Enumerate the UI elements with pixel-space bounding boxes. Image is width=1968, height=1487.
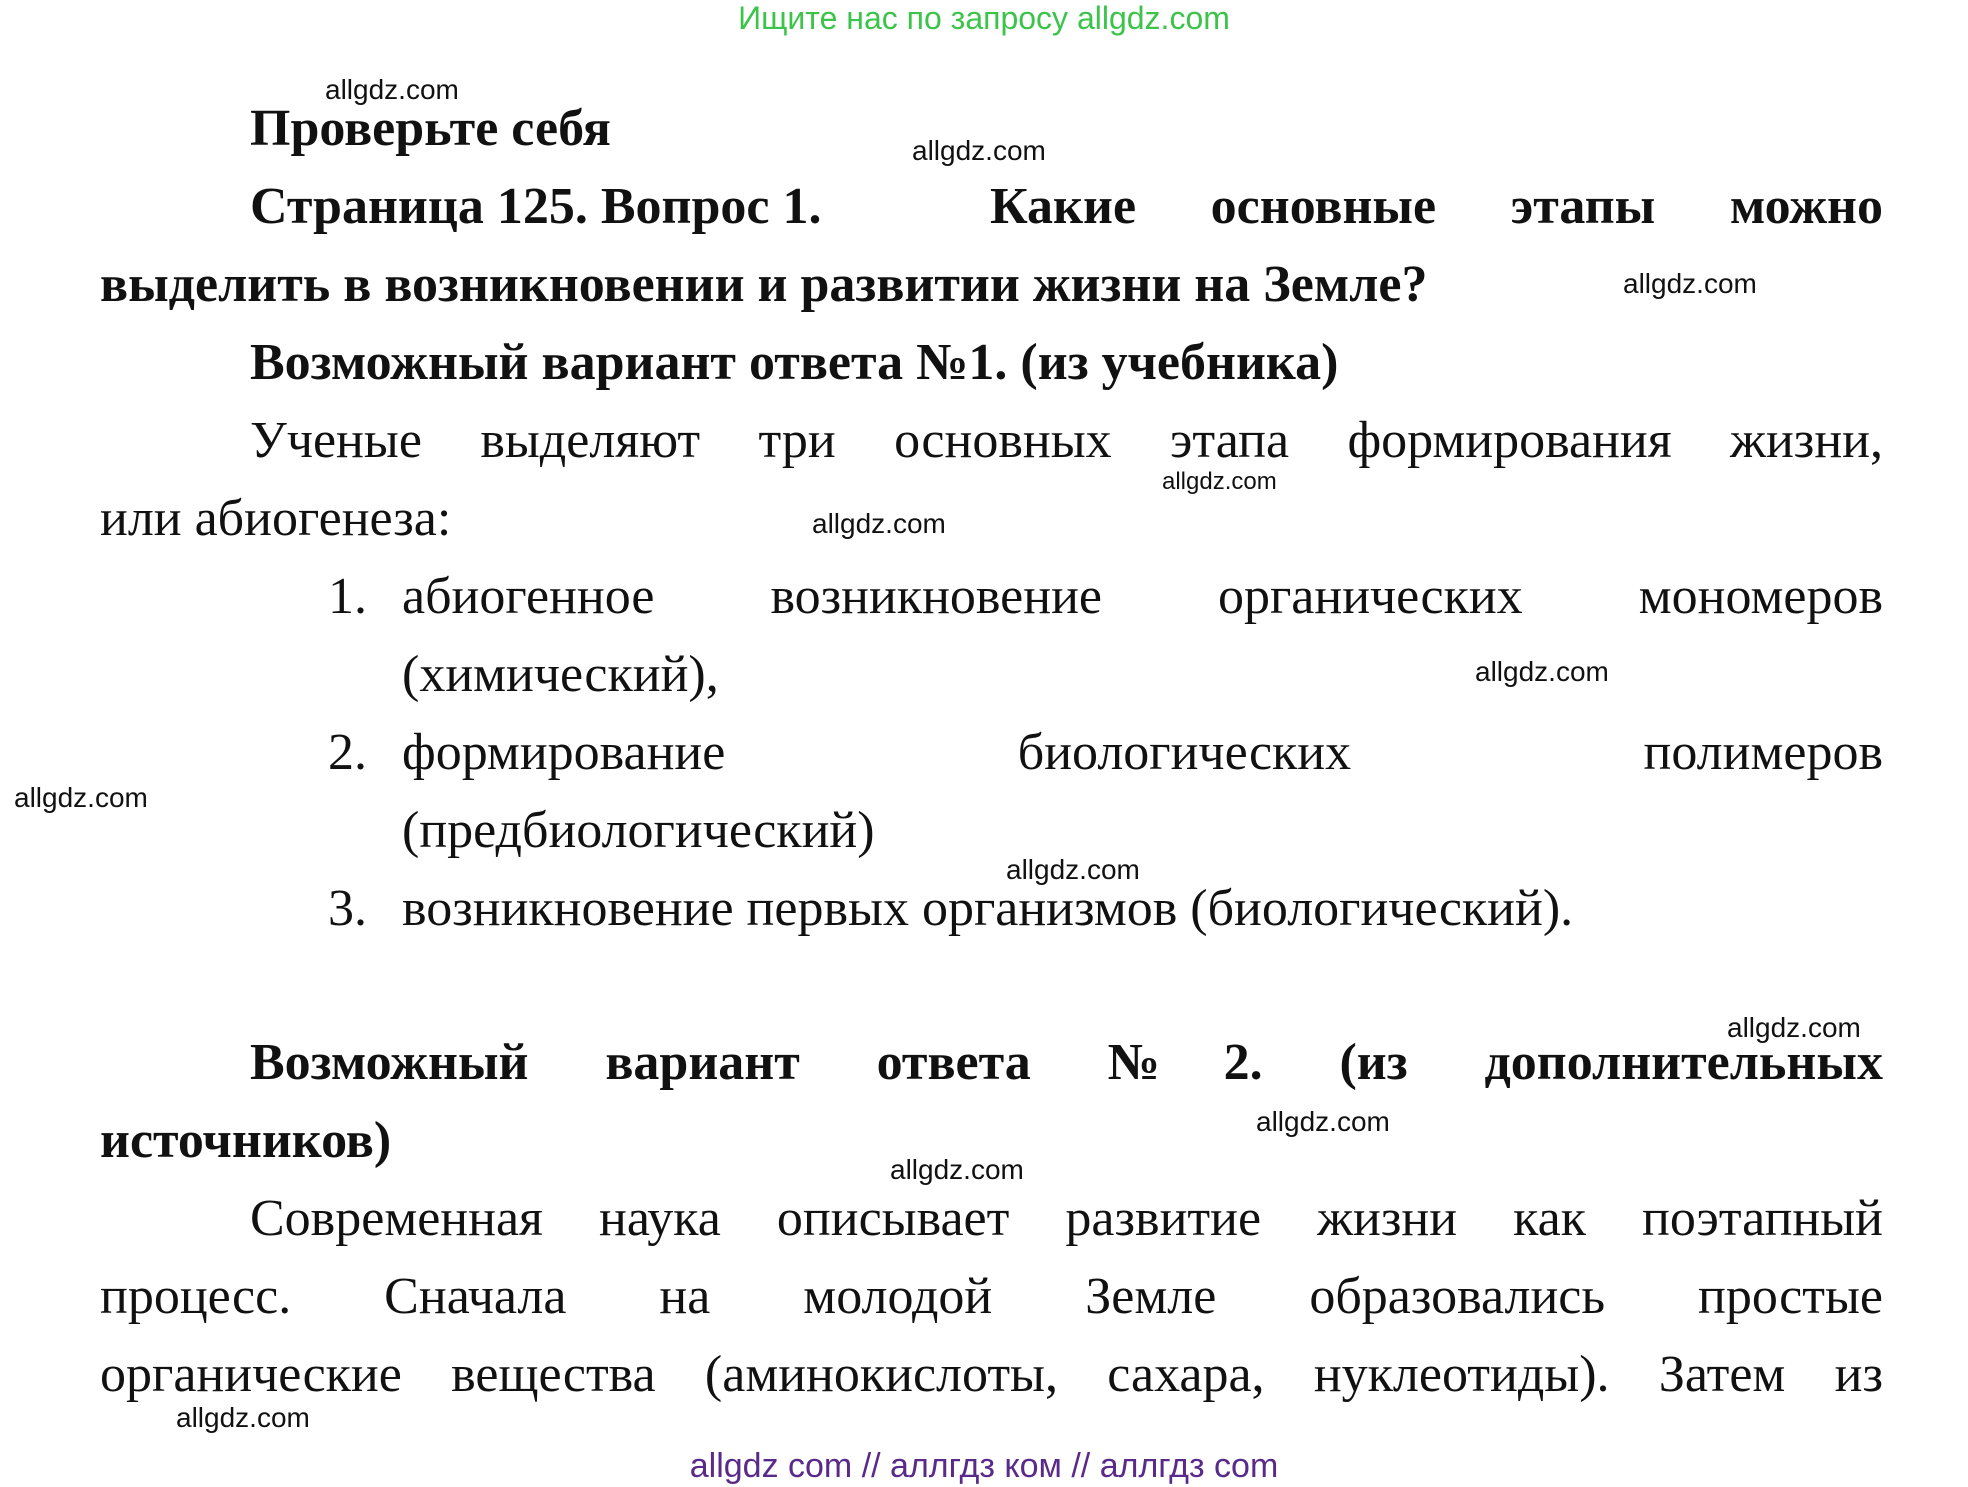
- list-item-1-line2: (химический),: [402, 646, 719, 703]
- watermark: allgdz.com: [1006, 854, 1140, 885]
- watermark: allgdz.com: [890, 1154, 1024, 1185]
- section-heading: Проверьте себя: [250, 100, 611, 157]
- top-banner: Ищите нас по запросу allgdz.com: [738, 0, 1230, 36]
- answer2-text-line1: Современная наука описывает развитие жизни как поэтапный: [250, 1190, 1883, 1247]
- list-number: 3.: [328, 880, 367, 937]
- question-line1-rest: Какие основные этапы можно: [990, 178, 1883, 235]
- answer2-title-line1: Возможный вариант ответа №2. (из дополнительных: [250, 1034, 1883, 1091]
- list-number: 2.: [328, 724, 367, 781]
- list-item-3-line1: возникновение первых организмов (биологический).: [402, 880, 1574, 937]
- watermark: allgdz.com: [325, 74, 459, 105]
- watermark: allgdz.com: [1256, 1106, 1390, 1137]
- list-item-1-line1: абиогенное возникновение органических мономеров: [402, 568, 1883, 625]
- watermark: allgdz.com: [1727, 1012, 1861, 1043]
- watermark: allgdz.com: [812, 508, 946, 539]
- answer1-intro-line2: или абиогенеза:: [100, 490, 452, 547]
- bottom-banner: allgdz com // аллгдз ком // аллгдз com: [689, 1447, 1279, 1485]
- answer2-text-line2: процесс. Сначала на молодой Земле образовались простые: [100, 1268, 1883, 1325]
- answer2-title-line2: источников): [100, 1112, 392, 1169]
- watermark: allgdz.com: [1162, 468, 1277, 495]
- answer1-intro-line1: Ученые выделяют три основных этапа формирования жизни,: [250, 412, 1883, 469]
- question-label: Страница 125. Вопрос 1.: [250, 178, 822, 235]
- list-item-2-line1: формирование биологических полимеров: [402, 724, 1883, 781]
- list-number: 1.: [328, 568, 367, 625]
- answer1-title: Возможный вариант ответа №1. (из учебника): [250, 334, 1339, 391]
- list-item-2-line2: (предбиологический): [402, 802, 875, 859]
- question-line2: выделить в возникновении и развитии жизни на Земле?: [100, 256, 1428, 313]
- answer2-text-line3: органические вещества (аминокислоты, сахара, нуклеотиды). Затем из: [100, 1346, 1883, 1403]
- watermark: allgdz.com: [176, 1402, 310, 1433]
- watermark: allgdz.com: [912, 135, 1046, 166]
- watermark: allgdz.com: [1623, 268, 1757, 299]
- watermark: allgdz.com: [1475, 656, 1609, 687]
- watermark: allgdz.com: [14, 782, 148, 813]
